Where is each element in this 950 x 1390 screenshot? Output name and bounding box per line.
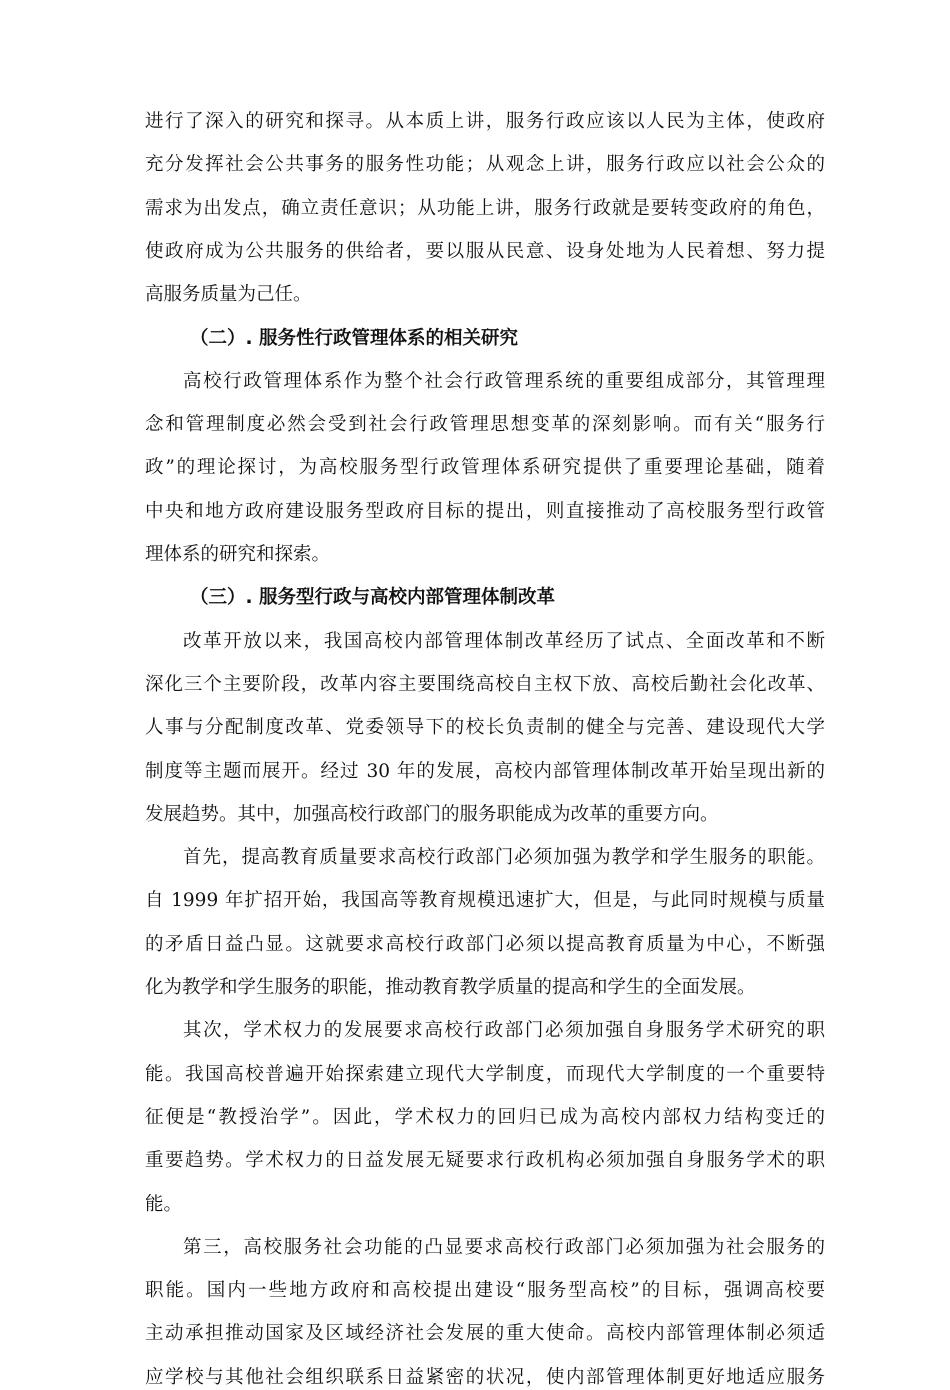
body-text-line: 发展趋势。其中，加强高校行政部门的服务职能成为改革的重要方向。 [145, 804, 719, 825]
body-text-line: 进行了深入的研究和探寻。从本质上讲，服务行政应该以人民为主体，使政府 [145, 111, 825, 132]
body-text-line: 其次，学术权力的发展要求高校行政部门必须加强自身服务学术研究的职 [183, 1020, 825, 1041]
body-text-line: 高服务质量为己任。 [145, 284, 312, 305]
body-text-line: 自 1999 年扩招开始，我国高等教育规模迅速扩大，但是，与此同时规模与质量 [145, 890, 825, 911]
body-text-line: 征便是“教授治学”。因此，学术权力的回归已成为高校内部权力结构变迁的 [145, 1107, 825, 1128]
body-text-line: 深化三个主要阶段，改革内容主要围绕高校自主权下放、高校后勤社会化改革、 [145, 674, 825, 695]
body-text-line: 化为教学和学生服务的职能，推动教育教学质量的提高和学生的全面发展。 [145, 977, 756, 998]
body-text-line: 应学校与其他社会组织联系日益紧密的状况，使内部管理体制更好地适应服务 [145, 1367, 825, 1388]
body-text-line: 首先，提高教育质量要求高校行政部门必须加强为教学和学生服务的职能。 [183, 847, 825, 868]
body-text-line: 念和管理制度必然会受到社会行政管理思想变革的深刻影响。而有关“服务行 [145, 414, 825, 435]
body-text-line: 能。 [145, 1194, 183, 1215]
body-text-line: 能。我国高校普遍开始探索建立现代大学制度，而现代大学制度的一个重要特 [145, 1064, 825, 1085]
body-text-line: 主动承担推动国家及区域经济社会发展的重大使命。高校内部管理体制必须适 [145, 1323, 825, 1344]
section-heading: （二）. 服务性行政管理体系的相关研究 [190, 328, 518, 349]
body-text-line: 高校行政管理体系作为整个社会行政管理系统的重要组成部分，其管理理 [183, 371, 825, 392]
body-text-line: 的矛盾日益凸显。这就要求高校行政部门必须以提高教育质量为中心，不断强 [145, 934, 825, 955]
body-text-line: 改革开放以来，我国高校内部管理体制改革经历了试点、全面改革和不断 [183, 631, 825, 652]
section-heading: （三）. 服务型行政与高校内部管理体制改革 [190, 587, 555, 608]
body-text-line: 使政府成为公共服务的供给者，要以服从民意、设身处地为人民着想、努力提 [145, 241, 825, 262]
body-text-line: 制度等主题而展开。经过 30 年的发展，高校内部管理体制改革开始呈现出新的 [145, 761, 825, 782]
body-text-line: 理体系的研究和探索。 [145, 544, 331, 565]
body-text-line: 第三，高校服务社会功能的凸显要求高校行政部门必须加强为社会服务的 [183, 1237, 825, 1258]
body-text-line: 需求为出发点，确立责任意识；从功能上讲，服务行政就是要转变政府的角色， [145, 198, 825, 219]
body-text-line: 重要趋势。学术权力的日益发展无疑要求行政机构必须加强自身服务学术的职 [145, 1150, 825, 1171]
body-text-line: 人事与分配制度改革、党委领导下的校长负责制的健全与完善、建设现代大学 [145, 717, 825, 738]
body-text-line: 政”的理论探讨，为高校服务型行政管理体系研究提供了重要理论基础，随着 [145, 457, 825, 478]
body-text-line: 职能。国内一些地方政府和高校提出建设“服务型高校”的目标，强调高校要 [145, 1280, 825, 1301]
body-text-line: 充分发挥社会公共事务的服务性功能；从观念上讲，服务行政应以社会公众的 [145, 154, 825, 175]
body-text-line: 中央和地方政府建设服务型政府目标的提出，则直接推动了高校服务型行政管 [145, 501, 825, 522]
